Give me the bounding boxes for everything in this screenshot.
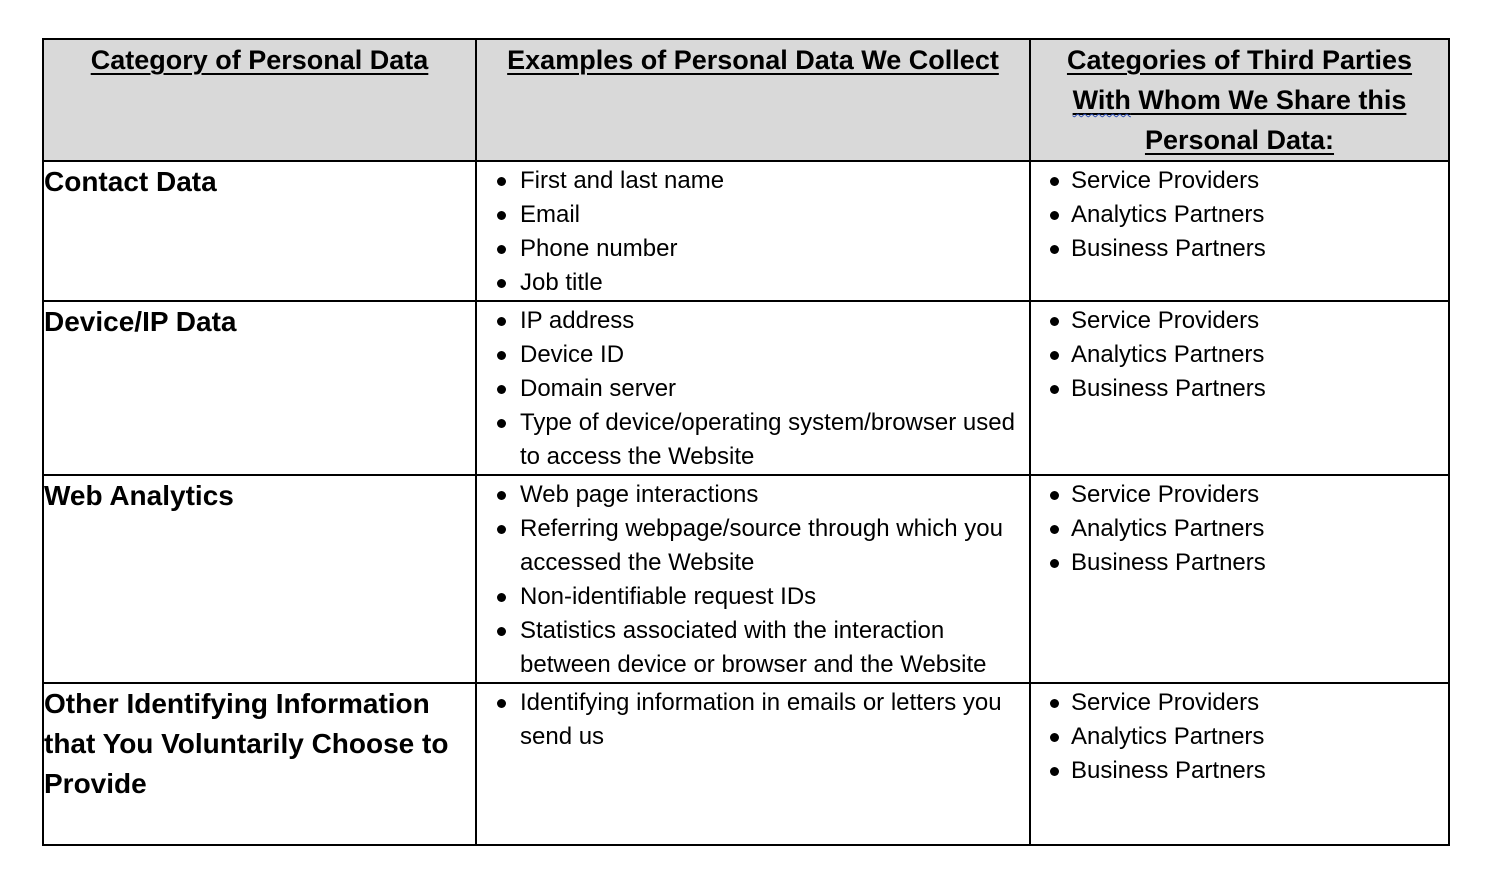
category-cell: Contact Data	[43, 161, 476, 301]
header-third-parties-line2: Whom We Share this	[1130, 85, 1407, 115]
spellcheck-word: With	[1072, 85, 1131, 115]
list-item: Business Partners	[1031, 372, 1438, 406]
list-item: Web page interactions	[477, 478, 1019, 512]
list-item: Non-identifiable request IDs	[477, 580, 1019, 614]
examples-cell	[476, 475, 1030, 683]
list-item: First and last name	[477, 164, 1019, 198]
list-item: Type of device/operating system/browser used to access the Website	[477, 406, 1019, 474]
examples-cell	[476, 683, 1030, 845]
table-row	[43, 161, 1449, 301]
list-item: Phone number	[477, 232, 1019, 266]
list-item: Statistics associated with the interaction between device or browser and the Website	[477, 614, 1019, 682]
list-item: Job title	[477, 266, 1019, 300]
list-item: Business Partners	[1031, 754, 1438, 788]
third-parties-cell	[1030, 161, 1449, 301]
header-category: Category of Personal Data	[43, 39, 476, 161]
category-cell: Device/IP Data	[43, 301, 476, 475]
list-item: Referring webpage/source through which you accessed the Website	[477, 512, 1019, 580]
header-examples: Examples of Personal Data We Collect	[476, 39, 1030, 161]
list-item: Domain server	[477, 372, 1019, 406]
header-third-parties-line1: Categories of Third Parties	[1066, 45, 1413, 75]
list-item: Analytics Partners	[1031, 720, 1438, 754]
list-item: Service Providers	[1031, 686, 1438, 720]
header-row	[43, 39, 1449, 161]
list-item: Business Partners	[1031, 232, 1438, 266]
third-parties-cell	[1030, 301, 1449, 475]
list-item: Service Providers	[1031, 164, 1438, 198]
list-item: Business Partners	[1031, 546, 1438, 580]
list-item: Identifying information in emails or letters you send us	[477, 686, 1019, 754]
list-item: Email	[477, 198, 1019, 232]
table-row	[43, 301, 1449, 475]
examples-cell	[476, 301, 1030, 475]
header-third-parties	[1030, 39, 1449, 161]
list-item: Analytics Partners	[1031, 198, 1438, 232]
third-parties-cell	[1030, 475, 1449, 683]
third-parties-cell	[1030, 683, 1449, 845]
list-item: Device ID	[477, 338, 1019, 372]
list-item: Analytics Partners	[1031, 512, 1438, 546]
table-row	[43, 683, 1449, 845]
header-third-parties-line3: Personal Data:	[1144, 125, 1335, 155]
category-cell: Web Analytics	[43, 475, 476, 683]
list-item: Analytics Partners	[1031, 338, 1438, 372]
personal-data-table	[42, 38, 1450, 846]
list-item: Service Providers	[1031, 478, 1438, 512]
list-item: IP address	[477, 304, 1019, 338]
category-cell: Other Identifying Information that You Voluntarily Choose to Provide	[43, 683, 476, 845]
table-row	[43, 475, 1449, 683]
examples-cell	[476, 161, 1030, 301]
list-item: Service Providers	[1031, 304, 1438, 338]
